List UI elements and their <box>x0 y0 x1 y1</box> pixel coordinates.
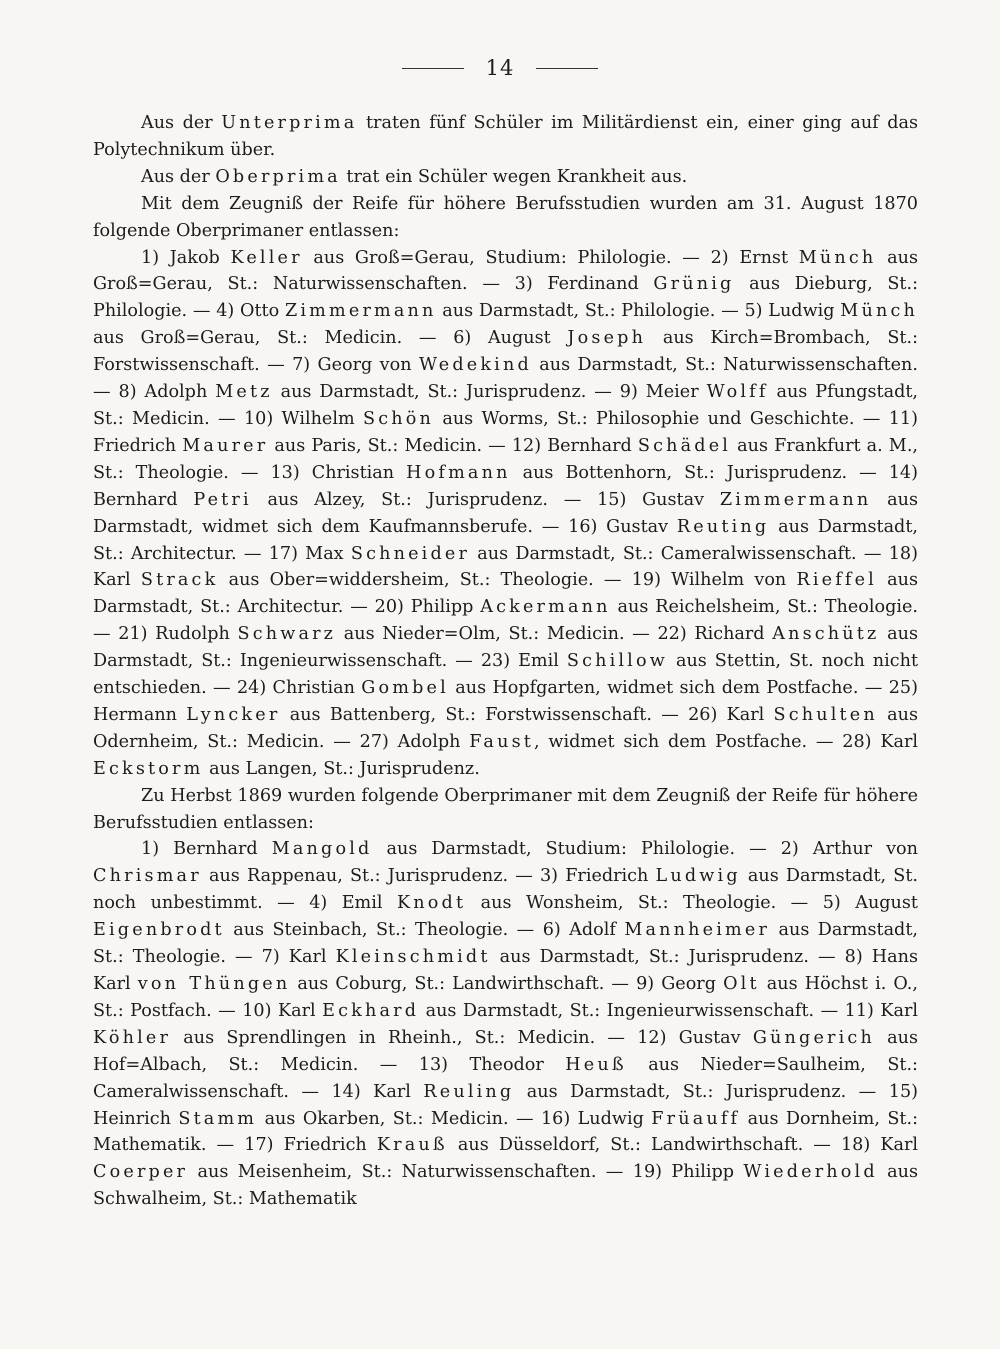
graduate-entry <box>244 1135 841 1155</box>
graduate-surname: Olt <box>723 974 760 994</box>
graduate-entry <box>262 947 845 967</box>
graduate-surname: Metz <box>215 382 273 403</box>
entry-text: 9) Georg <box>636 974 724 994</box>
entry-text: 1) Jakob <box>141 247 231 268</box>
entry-text: aus Odernheim, St.: Medicin. — <box>93 704 918 752</box>
entry-text: aus Worms, St.: Philosophie und Geschichte. — <box>434 408 889 429</box>
graduate-surname: Eigenbrodt <box>93 920 225 941</box>
entry-text: 5) August <box>822 893 918 914</box>
graduate-surname: Zimmermann <box>719 489 872 510</box>
entry-text: aus Alzey, St.: Jurisprudenz. — <box>251 489 598 510</box>
entry-text: 3) Friedrich <box>539 866 656 887</box>
graduate-surname: Köhler <box>93 1027 172 1048</box>
entry-text: aus Darmstadt, St.: Jurisprudenz. — <box>490 947 845 968</box>
entry-text: 23) Emil <box>480 651 567 672</box>
entry-text: aus Nieder=Saulheim, St.: Cameralwissenschaft. — <box>93 1054 918 1102</box>
graduate-surname: Hofmann <box>406 462 511 483</box>
entry-text: 19) Wilhelm von <box>631 570 797 591</box>
entry-text: aus Meisenheim, St.: Naturwissenschaften. — <box>188 1162 633 1183</box>
header-rule-left <box>402 68 464 69</box>
entry-text: aus Okarben, St.: Medicin. — <box>257 1108 541 1129</box>
entry-text: aus Darmstadt, St.: Naturwissenschaften. — <box>93 355 918 403</box>
graduate-surname: Zimmermann <box>284 301 437 322</box>
graduate-surname: Münch <box>798 247 877 268</box>
entry-text: aus Langen, St.: Jurisprudenz. <box>203 758 480 779</box>
entry-text: aus Reichelsheim, St.: Theologie. — <box>93 597 918 645</box>
entry-text: aus Steinbach, St.: Theologie. — <box>224 920 543 941</box>
graduate-surname: Ackermann <box>480 597 611 618</box>
entry-text: aus Darmstadt, St.: Architectur. — <box>93 516 918 564</box>
entry-text: aus Groß=Gerau, St.: Naturwissenschaften. — <box>93 247 918 295</box>
graduate-surname: Eckstorm <box>93 758 204 779</box>
entry-text: 27) Adolph <box>359 731 470 752</box>
entry-text: 10) Karl <box>242 1000 323 1021</box>
graduate-surname: Maurer <box>182 435 269 456</box>
graduate-surname: Anschütz <box>772 624 880 645</box>
graduate-entry <box>237 678 889 698</box>
graduate-surname: Reuting <box>676 516 770 537</box>
graduate-surname: Knodt <box>396 893 467 914</box>
graduate-surname: Schillow <box>566 651 668 672</box>
graduate-entry <box>242 1001 844 1021</box>
graduate-surname: Krauß <box>376 1135 448 1156</box>
graduate-entry <box>118 624 657 644</box>
entry-text: 11) Karl <box>844 1000 919 1021</box>
graduate-surname: Schädel <box>637 435 732 456</box>
entry-text: aus Darmstadt, widmet sich dem Kaufmannsberufe. — <box>93 489 919 537</box>
entry-text: aus Düsseldorf, St.: Landwirthschaft. — <box>447 1135 841 1156</box>
graduate-surname: von Thüngen <box>137 974 291 994</box>
entry-text: aus Darmstadt, St. noch unbestimmt. — <box>93 866 918 914</box>
text-run: trat ein Schüler wegen Krankheit aus. <box>340 166 688 187</box>
paragraph-unterprima <box>93 110 918 164</box>
graduate-surname: Rieffel <box>796 570 877 591</box>
page-body <box>93 110 918 1213</box>
graduate-entry <box>270 463 888 483</box>
graduate-entry <box>360 732 843 752</box>
entry-text: aus Coburg, St.: Landwirthschaft. — <box>290 974 637 994</box>
graduate-entry <box>269 544 889 564</box>
entry-text: 2) Ernst <box>710 247 799 268</box>
graduate-surname: Schneider <box>350 543 471 564</box>
entry-text: 1) Bernhard <box>141 839 272 860</box>
graduate-surname: Mangold <box>271 839 373 860</box>
entry-text: aus Kirch=Brombach, St.: Forstwissenschaft. — <box>93 328 918 376</box>
entry-text: aus Bottenhorn, St.: Jurisprudenz. — <box>510 462 889 483</box>
entry-text: 6) August <box>453 328 568 349</box>
entry-text: 12) Gustav <box>637 1027 753 1048</box>
entry-text: 2) Arthur von <box>780 839 918 860</box>
entry-text: 25) Hermann <box>93 678 918 725</box>
entry-text: aus Battenberg, St.: Forstwissenschaft. — <box>280 704 689 725</box>
paragraph-intro-1869: Zu Herbst 1869 wurden folgende Oberprimaner mit dem Zeugniß der Reife für höhere Berufsstudien entlassen: <box>93 785 918 833</box>
entry-text: aus Dornheim, St.: Mathematik. — <box>93 1108 918 1156</box>
entry-text: aus Darmstadt, St.: Jurisprudenz. — <box>514 1081 889 1102</box>
entry-text: aus Dieburg, St.: Philologie. — <box>93 274 918 322</box>
entry-text: aus Stettin, St. noch nicht entschieden. — <box>93 651 919 699</box>
graduate-surname: Strack <box>140 570 219 591</box>
graduate-surname: Coerper <box>93 1162 189 1183</box>
entry-text: 15) Gustav <box>597 489 720 510</box>
graduate-surname: Joseph <box>567 328 647 349</box>
entry-text: 7) Karl <box>261 947 336 968</box>
entry-text: aus Pfungstadt, St.: Medicin. — <box>93 382 919 429</box>
entry-text: aus Ober=widdersheim, St.: Theologie. — <box>218 570 632 591</box>
entry-text: aus Sprendlingen in Rheinh., St.: Medicin. — <box>171 1027 638 1048</box>
graduate-entry <box>244 409 889 429</box>
graduate-surname: Gombel <box>361 678 449 699</box>
graduate-surname: Eckhard <box>322 1000 420 1021</box>
entry-text: 28) Karl <box>842 731 919 752</box>
entry-text: aus Höchst i. O., St.: Postfach. — <box>93 974 918 1021</box>
graduate-surname: Lyncker <box>186 704 281 725</box>
graduate-surname: Faust <box>469 731 535 752</box>
entry-text: aus Paris, St.: Medicin. — <box>268 435 512 456</box>
entry-text: aus Darmstadt, Studium: Philologie. — <box>372 839 781 860</box>
entry-text: 8) Adolph <box>118 382 216 403</box>
graduate-surname: Wolff <box>706 382 769 403</box>
paragraph-intro-1870: Mit dem Zeugniß der Reife für höhere Berufsstudien wurden am 31. August 1870 folgende Oberprimaner entlassen: <box>93 193 918 241</box>
graduate-surname: Keller <box>230 247 303 268</box>
graduate-surname: Münch <box>840 301 918 322</box>
text-run: Aus der <box>141 166 216 187</box>
page-header <box>0 56 1000 80</box>
class-name: Unterprima <box>221 113 358 133</box>
graduate-surname: Chrismar <box>93 866 202 887</box>
entry-text: 13) Theodor <box>418 1054 566 1075</box>
graduate-list-1869 <box>93 836 918 1213</box>
graduate-surname: Wiederhold <box>743 1162 878 1183</box>
entry-text: 16) Gustav <box>568 516 677 537</box>
entry-text: 20) Philipp <box>374 597 481 618</box>
graduate-surname: Kleinschmidt <box>335 947 491 968</box>
entry-text: 4) Emil <box>309 893 397 914</box>
entry-text: aus Darmstadt, St.: Philologie. — <box>436 301 745 322</box>
page-number: 14 <box>485 56 515 80</box>
graduate-entry <box>119 382 620 402</box>
graduate-entry <box>309 893 823 913</box>
entry-text: aus Darmstadt, St.: Theologie. — <box>93 920 918 968</box>
paragraph-oberprima <box>93 164 918 191</box>
entry-text: 7) Georg von <box>292 355 419 376</box>
entry-text: 3) Ferdinand <box>514 274 654 295</box>
entry-text: , widmet sich dem Postfache. — <box>534 731 843 752</box>
entry-text: 11) Friedrich <box>93 408 918 456</box>
entry-text: 19) Philipp <box>632 1162 744 1183</box>
entry-text: 26) Karl <box>688 704 774 725</box>
entry-text: 21) Rudolph <box>118 624 238 645</box>
entry-text: aus Darmstadt, St.: Jurisprudenz. — <box>272 382 620 403</box>
graduate-surname: Ludwig <box>655 866 741 887</box>
entry-text: 17) Max <box>268 543 351 564</box>
entry-text: 10) Wilhelm <box>243 408 363 429</box>
graduate-entry <box>141 248 711 268</box>
graduate-surname: Schwarz <box>237 624 337 645</box>
entry-text: 17) Friedrich <box>244 1135 377 1156</box>
entry-text: aus Darmstadt, St.: Ingenieurwissenschaft. — <box>419 1000 845 1021</box>
entry-text: 14) Bernhard <box>93 462 918 510</box>
entry-text: 9) Meier <box>619 382 707 403</box>
graduate-surname: Schön <box>362 408 434 429</box>
entry-text: aus Darmstadt, St.: Cameralwissenschaft. — <box>470 543 889 564</box>
graduate-entry <box>331 1082 888 1102</box>
entry-text: 13) Christian <box>270 462 407 483</box>
entry-text: aus Frankfurt a. M., St.: Theologie. — <box>93 435 919 483</box>
entry-text: 16) Ludwig <box>540 1108 652 1129</box>
entry-text: 24) Christian <box>236 678 362 699</box>
entry-text: aus Groß=Gerau, Studium: Philologie. — <box>302 247 711 268</box>
graduate-entry <box>216 301 744 321</box>
entry-text: 5) Ludwig <box>744 301 841 322</box>
entry-text: aus Hopfgarten, widmet sich dem Postfache. — <box>448 678 889 699</box>
entry-text: aus Groß=Gerau, St.: Medicin. — <box>93 328 454 349</box>
graduate-surname: Reuling <box>423 1081 515 1102</box>
entry-text: 14) Karl <box>331 1081 424 1102</box>
graduate-surname: Stamm <box>178 1108 258 1129</box>
graduate-surname: Früauff <box>651 1108 741 1129</box>
graduate-entry <box>141 839 781 859</box>
entry-text: 22) Richard <box>657 624 773 645</box>
graduate-surname: Güngerich <box>752 1027 875 1048</box>
entry-text: 12) Bernhard <box>511 435 638 456</box>
text-run: traten fünf Schüler im Militärdienst ein, einer ging auf das Polytechnikum über. <box>93 113 918 160</box>
entry-text: aus Darmstadt, St.: Architectur. — <box>93 570 918 618</box>
entry-text: 4) Otto <box>216 301 285 322</box>
entry-text: 15) Heinrich <box>93 1081 919 1129</box>
graduate-surname: Mannheimer <box>624 920 771 941</box>
header-rule-right <box>536 68 598 69</box>
entry-text: aus Darmstadt, St.: Ingenieurwissenschaft. — <box>93 624 918 672</box>
entry-text: 18) Karl <box>93 543 918 591</box>
entry-text: aus Wonsheim, St.: Theologie. — <box>466 893 823 914</box>
graduate-surname: Petri <box>193 489 252 510</box>
graduate-surname: Wedekind <box>418 355 532 376</box>
entry-text: aus Hof=Albach, St.: Medicin. — <box>93 1027 918 1075</box>
entry-text: 8) Hans Karl <box>93 947 919 994</box>
entry-text: 6) Adolf <box>542 920 625 941</box>
graduate-surname: Grünig <box>653 274 735 295</box>
graduate-surname: Schulten <box>773 704 878 725</box>
graduate-list-1870 <box>93 245 918 783</box>
entry-text: 18) Karl <box>840 1135 918 1156</box>
graduate-surname: Heuß <box>565 1054 627 1075</box>
entry-text: aus Nieder=Olm, St.: Medicin. — <box>336 624 658 645</box>
entry-text: aus Rappenau, St.: Jurisprudenz. — <box>201 866 540 887</box>
class-name: Oberprima <box>215 166 341 187</box>
entry-text: aus Schwalheim, St.: Mathematik <box>93 1162 918 1210</box>
text-run: Aus der <box>141 113 222 133</box>
